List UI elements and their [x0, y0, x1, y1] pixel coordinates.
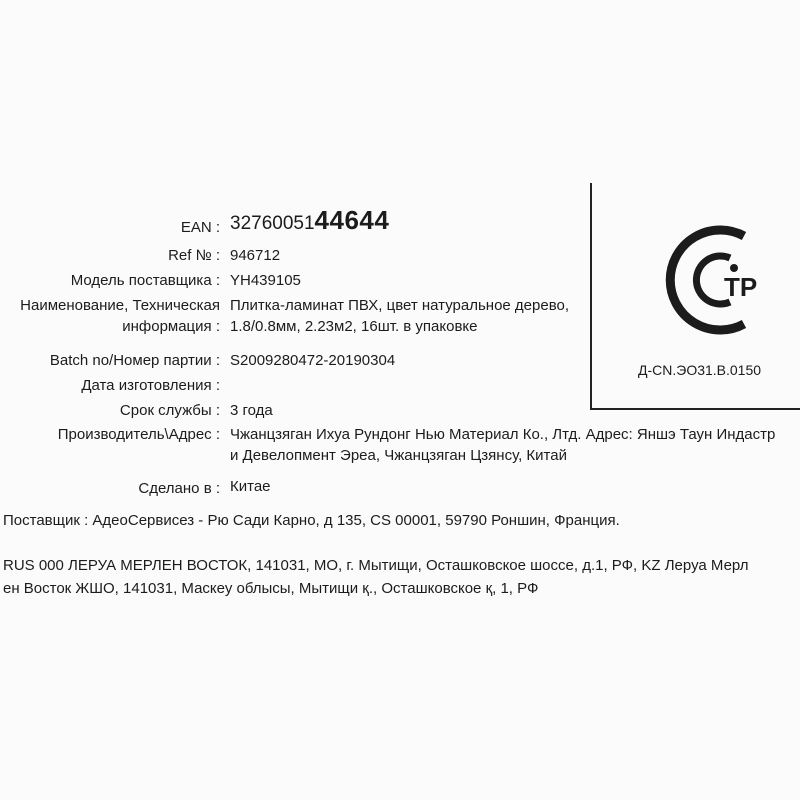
service-life-label: Срок службы :	[119, 402, 220, 419]
name-value: Плитка-ламинат ПВХ, цвет натуральное дерево,	[230, 297, 570, 314]
made-in-value: Китае	[230, 478, 271, 495]
manufacturer-value: Чжанцзяган Ихуа Рундонг Нью Материал Ко., Лтд. Адрес: Яншэ Таун Индастр	[230, 426, 776, 443]
certification-frame-bottom	[590, 408, 800, 410]
manufacture-date-label: Дата изготовления :	[81, 377, 220, 394]
ctp-letters: ТР	[724, 272, 758, 302]
ean-value	[230, 205, 390, 235]
ean-suffix: 44644	[314, 205, 390, 235]
tech-info-value: 1.8/0.8мм, 2.23м2, 16шт. в упаковке	[230, 318, 478, 335]
manufacturer-value-cont: и Девелопмент Эреа, Чжанцзяган Цзянсу, Китай	[230, 447, 567, 464]
supplier-model-value: YH439105	[230, 272, 301, 289]
ref-value: 946712	[230, 247, 281, 264]
ean-prefix: 32760051	[230, 213, 315, 234]
ref-label: Ref № :	[168, 247, 220, 264]
made-in-label: Сделано в :	[138, 480, 220, 497]
importer-line-2: ен Восток ЖШО, 141031, Маскеу облысы, Мытищи қ., Осташковское қ, 1, РФ	[3, 580, 539, 597]
batch-value: S2009280472-20190304	[230, 352, 396, 369]
ean-label: EAN :	[180, 219, 220, 236]
eac-ctp-mark-icon	[644, 222, 780, 338]
certificate-code: Д-CN.ЭО31.В.0150	[638, 362, 762, 378]
tech-info-label: информация :	[122, 318, 220, 335]
manufacturer-label: Производитель\Адрес :	[57, 426, 220, 443]
importer-line-1: RUS 000 ЛЕРУА МЕРЛЕН ВОСТОК, 141031, МО, г. Мытищи, Осташковское шоссе, д.1, РФ, KZ Леруа Мерл	[3, 557, 749, 574]
batch-label: Batch no/Номер партии :	[49, 352, 220, 369]
name-label: Наименование, Техническая	[20, 297, 220, 314]
supplier-model-label: Модель поставщика :	[70, 272, 220, 289]
supplier-line: Поставщик : АдеоСервисез - Рю Сади Карно, д 135, CS 00001, 59790 Роншин, Франция.	[3, 512, 620, 529]
service-life-value: 3 года	[230, 402, 273, 419]
certification-frame-left	[590, 183, 592, 410]
